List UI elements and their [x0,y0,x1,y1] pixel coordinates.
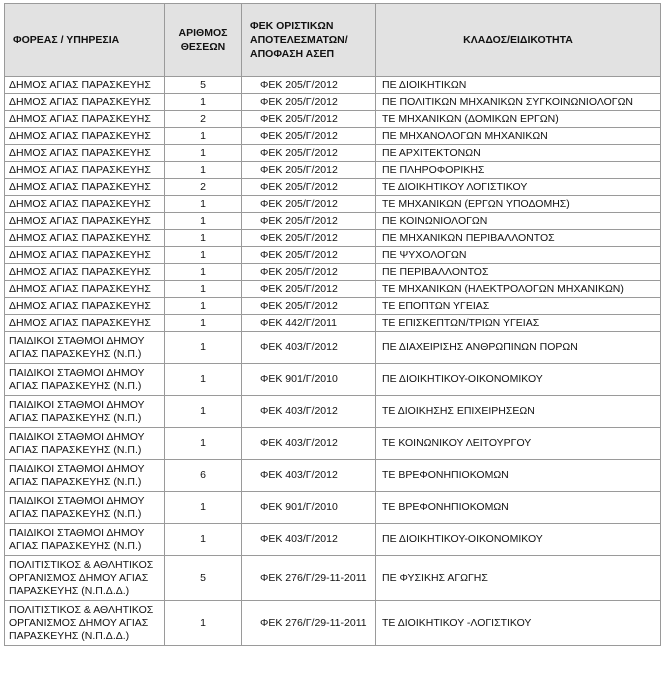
cell-klados: ΠΕ ΠΕΡΙΒΑΛΛΟΝΤΟΣ [376,264,661,281]
table-row [5,111,661,128]
cell-klados: ΠΕ ΠΛΗΡΟΦΟΡΙΚΗΣ [376,162,661,179]
cell-fek: ΦΕΚ 901/Γ/2010 [242,364,376,396]
foreas-line: ΔΗΜΟΣ ΑΓΙΑΣ ΠΑΡΑΣΚΕΥΗΣ [9,95,151,108]
cell-theseis: 1 [165,315,242,332]
header-theseis [165,4,242,77]
cell-theseis: 1 [165,332,242,364]
table-row [5,77,661,94]
table-row [5,332,661,364]
cell-fek: ΦΕΚ 403/Γ/2012 [242,460,376,492]
foreas-line: ΠΑΙΔΙΚΟΙ ΣΤΑΘΜΟΙ ΔΗΜΟΥ [9,526,145,539]
header-fek [242,4,376,77]
cell-theseis: 1 [165,162,242,179]
foreas-line: ΔΗΜΟΣ ΑΓΙΑΣ ΠΑΡΑΣΚΕΥΗΣ [9,163,151,176]
cell-fek: ΦΕΚ 205/Γ/2012 [242,230,376,247]
foreas-line: ΑΓΙΑΣ ΠΑΡΑΣΚΕΥΗΣ (Ν.Π.) [9,443,142,456]
cell-klados: ΤΕ ΕΠΟΠΤΩΝ ΥΓΕΙΑΣ [376,298,661,315]
cell-fek: ΦΕΚ 205/Γ/2012 [242,162,376,179]
cell-klados: ΤΕ ΔΙΟΙΚΗΤΙΚΟΥ ΛΟΓΙΣΤΙΚΟΥ [376,179,661,196]
foreas-line: ΠΑΙΔΙΚΟΙ ΣΤΑΘΜΟΙ ΔΗΜΟΥ [9,494,145,507]
cell-klados: ΠΕ ΑΡΧΙΤΕΚΤΟΝΩΝ [376,145,661,162]
cell-theseis: 1 [165,196,242,213]
table-row [5,230,661,247]
table-row [5,315,661,332]
cell-theseis: 1 [165,601,242,646]
header-theseis-line-2: ΘΕΣΕΩΝ [180,41,226,53]
foreas-line: ΠΑΙΔΙΚΟΙ ΣΤΑΘΜΟΙ ΔΗΜΟΥ [9,366,145,379]
cell-theseis: 1 [165,364,242,396]
cell-foreas [5,213,165,230]
cell-theseis: 5 [165,77,242,94]
foreas-line: ΠΑΙΔΙΚΟΙ ΣΤΑΘΜΟΙ ΔΗΜΟΥ [9,430,145,443]
table-row [5,364,661,396]
cell-fek: ΦΕΚ 205/Γ/2012 [242,77,376,94]
foreas-line: ΠΑΡΑΣΚΕΥΗΣ (Ν.Π.Δ.Δ.) [9,629,130,642]
foreas-line: ΟΡΓΑΝΙΣΜΟΣ ΔΗΜΟΥ ΑΓΙΑΣ [9,616,149,629]
foreas-line: ΔΗΜΟΣ ΑΓΙΑΣ ΠΑΡΑΣΚΕΥΗΣ [9,214,151,227]
cell-klados: ΤΕ ΜΗΧΑΝΙΚΩΝ (ΗΛΕΚΤΡΟΛΟΓΩΝ ΜΗΧΑΝΙΚΩΝ) [376,281,661,298]
table-row [5,601,661,646]
cell-klados: ΤΕ ΔΙΟΙΚΗΤΙΚΟΥ -ΛΟΓΙΣΤΙΚΟΥ [376,601,661,646]
cell-klados: ΠΕ ΚΟΙΝΩΝΙΟΛΟΓΩΝ [376,213,661,230]
cell-foreas [5,524,165,556]
foreas-line: ΠΟΛΙΤΙΣΤΙΚΟΣ & ΑΘΛΗΤΙΚΟΣ [9,558,154,571]
table-row [5,396,661,428]
cell-fek: ΦΕΚ 205/Γ/2012 [242,94,376,111]
cell-theseis: 1 [165,298,242,315]
cell-foreas [5,428,165,460]
cell-foreas [5,364,165,396]
cell-klados: ΠΕ ΔΙΑΧΕΙΡΙΣΗΣ ΑΝΘΡΩΠΙΝΩΝ ΠΟΡΩΝ [376,332,661,364]
cell-foreas [5,145,165,162]
cell-fek: ΦΕΚ 205/Γ/2012 [242,128,376,145]
table-row [5,196,661,213]
foreas-line: ΑΓΙΑΣ ΠΑΡΑΣΚΕΥΗΣ (Ν.Π.) [9,411,142,424]
table-row [5,213,661,230]
table-row [5,298,661,315]
cell-foreas [5,298,165,315]
foreas-line: ΟΡΓΑΝΙΣΜΟΣ ΔΗΜΟΥ ΑΓΙΑΣ [9,571,149,584]
cell-foreas [5,162,165,179]
cell-klados: ΤΕ ΚΟΙΝΩΝΙΚΟΥ ΛΕΙΤΟΥΡΓΟΥ [376,428,661,460]
cell-theseis: 2 [165,179,242,196]
foreas-line: ΔΗΜΟΣ ΑΓΙΑΣ ΠΑΡΑΣΚΕΥΗΣ [9,316,151,329]
cell-foreas [5,281,165,298]
foreas-line: ΔΗΜΟΣ ΑΓΙΑΣ ΠΑΡΑΣΚΕΥΗΣ [9,248,151,261]
table-row [5,162,661,179]
cell-fek: ΦΕΚ 403/Γ/2012 [242,524,376,556]
foreas-line: ΔΗΜΟΣ ΑΓΙΑΣ ΠΑΡΑΣΚΕΥΗΣ [9,265,151,278]
foreas-line: ΔΗΜΟΣ ΑΓΙΑΣ ΠΑΡΑΣΚΕΥΗΣ [9,299,151,312]
positions-table [4,3,661,646]
cell-theseis: 1 [165,264,242,281]
cell-fek: ΦΕΚ 205/Γ/2012 [242,179,376,196]
table-row [5,492,661,524]
cell-theseis: 1 [165,128,242,145]
cell-fek: ΦΕΚ 276/Γ/29-11-2011 [242,556,376,601]
cell-theseis: 1 [165,213,242,230]
cell-foreas [5,196,165,213]
cell-fek: ΦΕΚ 403/Γ/2012 [242,332,376,364]
table-body [5,77,661,646]
table-row [5,281,661,298]
table-row [5,128,661,145]
header-foreas: ΦΟΡΕΑΣ / ΥΠΗΡΕΣΙΑ [5,4,165,77]
cell-theseis: 1 [165,524,242,556]
cell-foreas [5,230,165,247]
cell-theseis: 1 [165,145,242,162]
cell-klados: ΠΕ ΠΟΛΙΤΙΚΩΝ ΜΗΧΑΝΙΚΩΝ ΣΥΓΚΟΙΝΩΝΙΟΛΟΓΩΝ [376,94,661,111]
table-row [5,145,661,162]
table-row [5,524,661,556]
table-row [5,556,661,601]
header-fek-line-1: ΦΕΚ ΟΡΙΣΤΙΚΩΝ [250,20,334,32]
cell-theseis: 1 [165,281,242,298]
foreas-line: ΠΑΡΑΣΚΕΥΗΣ (Ν.Π.Δ.Δ.) [9,584,130,597]
cell-fek: ΦΕΚ 205/Γ/2012 [242,281,376,298]
cell-foreas [5,94,165,111]
foreas-line: ΠΑΙΔΙΚΟΙ ΣΤΑΘΜΟΙ ΔΗΜΟΥ [9,398,145,411]
cell-klados: ΠΕ ΜΗΧΑΝΟΛΟΓΩΝ ΜΗΧΑΝΙΚΩΝ [376,128,661,145]
table-row [5,460,661,492]
header-row [5,4,661,77]
cell-fek: ΦΕΚ 205/Γ/2012 [242,264,376,281]
cell-foreas [5,556,165,601]
cell-fek: ΦΕΚ 403/Γ/2012 [242,396,376,428]
cell-klados: ΠΕ ΨΥΧΟΛΟΓΩΝ [376,247,661,264]
foreas-line: ΑΓΙΑΣ ΠΑΡΑΣΚΕΥΗΣ (Ν.Π.) [9,347,142,360]
cell-foreas [5,179,165,196]
cell-foreas [5,601,165,646]
foreas-line: ΑΓΙΑΣ ΠΑΡΑΣΚΕΥΗΣ (Ν.Π.) [9,379,142,392]
cell-theseis: 1 [165,247,242,264]
cell-fek: ΦΕΚ 205/Γ/2012 [242,213,376,230]
foreas-line: ΑΓΙΑΣ ΠΑΡΑΣΚΕΥΗΣ (Ν.Π.) [9,475,142,488]
foreas-line: ΔΗΜΟΣ ΑΓΙΑΣ ΠΑΡΑΣΚΕΥΗΣ [9,78,151,91]
cell-foreas [5,247,165,264]
cell-klados: ΤΕ ΒΡΕΦΟΝΗΠΙΟΚΟΜΩΝ [376,460,661,492]
cell-foreas [5,315,165,332]
table-row [5,264,661,281]
cell-foreas [5,460,165,492]
cell-fek: ΦΕΚ 205/Γ/2012 [242,196,376,213]
cell-theseis: 6 [165,460,242,492]
foreas-line: ΠΑΙΔΙΚΟΙ ΣΤΑΘΜΟΙ ΔΗΜΟΥ [9,334,145,347]
cell-fek: ΦΕΚ 205/Γ/2012 [242,247,376,264]
cell-fek: ΦΕΚ 276/Γ/29-11-2011 [242,601,376,646]
cell-fek: ΦΕΚ 442/Γ/2011 [242,315,376,332]
cell-theseis: 1 [165,492,242,524]
cell-fek: ΦΕΚ 205/Γ/2012 [242,298,376,315]
foreas-line: ΔΗΜΟΣ ΑΓΙΑΣ ΠΑΡΑΣΚΕΥΗΣ [9,282,151,295]
table-row [5,428,661,460]
cell-theseis: 1 [165,230,242,247]
cell-foreas [5,396,165,428]
cell-klados: ΠΕ ΔΙΟΙΚΗΤΙΚΩΝ [376,77,661,94]
cell-theseis: 2 [165,111,242,128]
cell-klados: ΤΕ ΜΗΧΑΝΙΚΩΝ (ΕΡΓΩΝ ΥΠΟΔΟΜΗΣ) [376,196,661,213]
cell-klados: ΤΕ ΒΡΕΦΟΝΗΠΙΟΚΟΜΩΝ [376,492,661,524]
cell-foreas [5,264,165,281]
foreas-line: ΔΗΜΟΣ ΑΓΙΑΣ ΠΑΡΑΣΚΕΥΗΣ [9,197,151,210]
foreas-line: ΔΗΜΟΣ ΑΓΙΑΣ ΠΑΡΑΣΚΕΥΗΣ [9,146,151,159]
cell-fek: ΦΕΚ 205/Γ/2012 [242,111,376,128]
cell-klados: ΠΕ ΜΗΧΑΝΙΚΩΝ ΠΕΡΙΒΑΛΛΟΝΤΟΣ [376,230,661,247]
cell-fek: ΦΕΚ 901/Γ/2010 [242,492,376,524]
cell-foreas [5,128,165,145]
foreas-line: ΠΟΛΙΤΙΣΤΙΚΟΣ & ΑΘΛΗΤΙΚΟΣ [9,603,154,616]
foreas-line: ΔΗΜΟΣ ΑΓΙΑΣ ΠΑΡΑΣΚΕΥΗΣ [9,112,151,125]
foreas-line: ΑΓΙΑΣ ΠΑΡΑΣΚΕΥΗΣ (Ν.Π.) [9,539,142,552]
header-fek-line-2: ΑΠΟΤΕΛΕΣΜΑΤΩΝ/ [250,34,348,46]
cell-foreas [5,492,165,524]
foreas-line: ΔΗΜΟΣ ΑΓΙΑΣ ΠΑΡΑΣΚΕΥΗΣ [9,129,151,142]
table-row [5,247,661,264]
foreas-line: ΔΗΜΟΣ ΑΓΙΑΣ ΠΑΡΑΣΚΕΥΗΣ [9,231,151,244]
cell-klados: ΤΕ ΜΗΧΑΝΙΚΩΝ (ΔΟΜΙΚΩΝ ΕΡΓΩΝ) [376,111,661,128]
cell-klados: ΠΕ ΔΙΟΙΚΗΤΙΚΟΥ-ΟΙΚΟΝΟΜΙΚΟΥ [376,524,661,556]
foreas-line: ΠΑΙΔΙΚΟΙ ΣΤΑΘΜΟΙ ΔΗΜΟΥ [9,462,145,475]
cell-fek: ΦΕΚ 205/Γ/2012 [242,145,376,162]
cell-foreas [5,111,165,128]
foreas-line: ΑΓΙΑΣ ΠΑΡΑΣΚΕΥΗΣ (Ν.Π.) [9,507,142,520]
table-row [5,179,661,196]
header-fek-line-3: ΑΠΟΦΑΣΗ ΑΣΕΠ [250,48,335,60]
cell-klados: ΠΕ ΦΥΣΙΚΗΣ ΑΓΩΓΗΣ [376,556,661,601]
cell-klados: ΠΕ ΔΙΟΙΚΗΤΙΚΟΥ-ΟΙΚΟΝΟΜΙΚΟΥ [376,364,661,396]
cell-theseis: 1 [165,428,242,460]
table-row [5,94,661,111]
cell-klados: ΤΕ ΔΙΟΙΚΗΣΗΣ ΕΠΙΧΕΙΡΗΣΕΩΝ [376,396,661,428]
cell-theseis: 1 [165,94,242,111]
cell-fek: ΦΕΚ 403/Γ/2012 [242,428,376,460]
cell-foreas [5,77,165,94]
cell-theseis: 5 [165,556,242,601]
header-klados: ΚΛΑΔΟΣ/ΕΙΔΙΚΟΤΗΤΑ [376,4,661,77]
cell-klados: ΤΕ ΕΠΙΣΚΕΠΤΩΝ/ΤΡΙΩΝ ΥΓΕΙΑΣ [376,315,661,332]
cell-foreas [5,332,165,364]
cell-theseis: 1 [165,396,242,428]
foreas-line: ΔΗΜΟΣ ΑΓΙΑΣ ΠΑΡΑΣΚΕΥΗΣ [9,180,151,193]
header-theseis-line-1: ΑΡΙΘΜΟΣ [178,27,228,39]
